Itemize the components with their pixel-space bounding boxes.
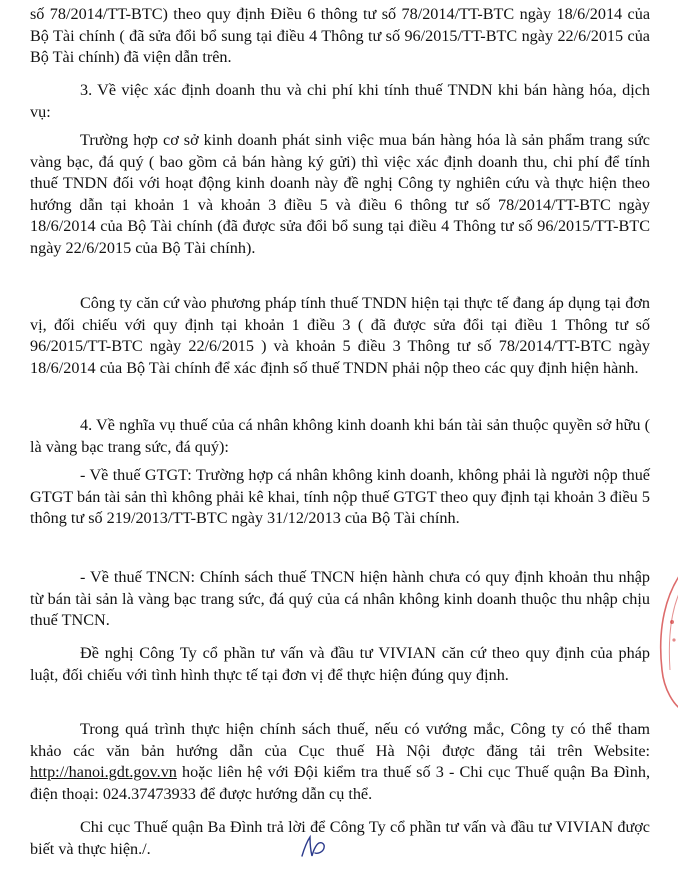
paragraph-pit: - Về thuế TNCN: Chính sách thuế TNCN hiện hành chưa có quy định khoản thu nhập từ bán tài sản là vàng bạc trang sức, đá quý của cá nhân không kinh doanh thuộc thu nhập chịu thuế TNCN. <box>30 568 650 630</box>
paragraph-closing: Chi cục Thuế quận Ba Đình trả lời để Công Ty cổ phần tư vấn và đầu tư VIVIAN được biết và thực hiện./. <box>30 818 650 858</box>
paragraph-vat: - Về thuế GTGT: Trường hợp cá nhân không kinh doanh, không phải là người nộp thuế GTGT bán tài sản thì không phải kê khai, tính nộp thuế GTGT theo quy định tại khoản 3 điều 5 thông tư số 219/2013/TT-BTC ngày 31/12/2013 của Bộ Tài chính. <box>30 466 650 528</box>
section-3-heading: 3. Về việc xác định doanh thu và chi phí khi tính thuế TNDN khi bán hàng hóa, dịch vụ: <box>30 81 650 121</box>
paragraph-request: Đề nghị Công Ty cổ phần tư vấn và đầu tư VIVIAN căn cứ theo quy định của pháp luật, đối chiếu với tình hình thực tế tại đơn vị để thực hiện đúng quy định. <box>30 644 650 684</box>
contact-text-before: Trong quá trình thực hiện chính sách thuế, nếu có vướng mắc, Công ty có thể tham khảo các văn bản hướng dẫn của Cục thuế Hà Nội được đăng tải trên Website: <box>30 720 650 760</box>
initials-signature <box>298 834 328 860</box>
paragraph-contact <box>30 719 650 805</box>
website-link[interactable]: http://hanoi.gdt.gov.vn <box>30 763 177 782</box>
section-4-heading: 4. Về nghĩa vụ thuế của cá nhân không kinh doanh khi bán tài sản thuộc quyền sở hữu ( là vàng bạc trang sức, đá quý): <box>30 416 650 456</box>
red-seal-stamp-edge <box>652 560 678 710</box>
contact-text-after: hoặc liên hệ với Đội kiểm tra thuế số 3 - Chi cục Thuế quận Ba Đình, điện thoại: 024.37473933 để được hướng dẫn cụ thể. <box>30 763 650 803</box>
paragraph-section-3-body: Trường hợp cơ sở kinh doanh phát sinh việc mua bán hàng hóa là sản phẩm trang sức vàng bạc, đá quý ( bao gồm cả bán hàng ký gửi) thì việc xác định doanh thu, chi phí để tính thuế TNDN đối với hoạt động kinh doanh này đề nghị Công ty nghiên cứu và thực hiện theo hướng dẫn tại khoản 1 và khoản 3 điều 5 và điều 6 thông tư số 78/2014/TT-BTC ngày 18/6/2014 của Bộ Tài chính (đã được sửa đổi bổ sung tại điều 4 Thông tư số 96/2015/TT-BTC ngày 22/6/2015 của Bộ Tài chính). <box>30 131 650 257</box>
paragraph-intro: số 78/2014/TT-BTC) theo quy định Điều 6 thông tư số 78/2014/TT-BTC ngày 18/6/2014 của Bộ Tài chính ( đã sửa đổi bổ sung tại điều 4 Thông tư số 96/2015/TT-BTC ngày 22/6/2015 của Bộ Tài chính) đã viện dẫn trên. <box>30 5 650 67</box>
paragraph-section-3-method: Công ty căn cứ vào phương pháp tính thuế TNDN hiện tại thực tế đang áp dụng tại đơn vị, đối chiếu với quy định tại khoản 1 điều 3 ( đã được sửa đổi tại điều 1 Thông tư số 96/2015/TT-BTC ngày 22/6/2015 ) và khoản 5 điều 3 Thông tư số 78/2014/TT-BTC ngày 18/6/2014 của Bộ Tài chính để xác định số thuế TNDN phải nộp theo các quy định hiện hành. <box>30 294 650 377</box>
